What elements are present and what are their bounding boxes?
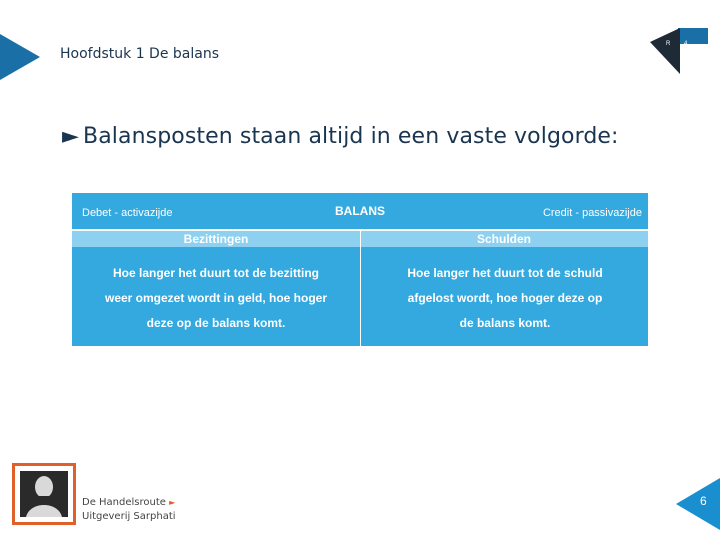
publisher-portrait-logo-icon (12, 463, 76, 525)
heading-text: Balansposten staan altijd in een vaste volgorde: (83, 124, 619, 149)
schulden-header: Schulden (476, 232, 531, 246)
publisher-name: De Handelsroute (82, 497, 166, 508)
publisher-text (82, 496, 176, 524)
logo-letter-4: 4 (684, 41, 688, 47)
schulden-text-line: Hoe langer het duurt tot de schuld (407, 266, 603, 280)
bezittingen-header: Bezittingen (183, 232, 249, 246)
bezittingen-text-line: deze op de balans komt. (146, 316, 286, 330)
publisher-subname: Uitgeverij Sarphati (82, 511, 176, 522)
main-heading (62, 124, 619, 149)
chapter-title: Hoofdstuk 1 De balans (60, 46, 219, 62)
debet-label: Debet - activazijde (82, 207, 173, 219)
corner-arrow-icon (0, 34, 40, 80)
schulden-text-line: afgelost wordt, hoe hoger deze op (407, 291, 603, 305)
logo-letter-r: R (666, 41, 671, 47)
publisher-logo-icon (650, 26, 710, 74)
schulden-text (361, 261, 649, 336)
bezittingen-text-line: Hoe langer het duurt tot de bezitting (113, 266, 319, 280)
credit-label: Credit - passivazijde (542, 207, 642, 219)
page-number: 6 (700, 494, 707, 508)
balans-title-row (72, 193, 648, 229)
bezittingen-text-line: weer omgezet wordt in geld, hoe hoger (104, 291, 328, 305)
page-number-badge-icon (676, 478, 720, 530)
balans-table (72, 193, 648, 346)
heading-marker: ► (62, 124, 80, 149)
schulden-text-line: de balans komt. (459, 316, 551, 330)
balans-title: BALANS (335, 204, 385, 218)
bezittingen-text (72, 261, 360, 336)
publisher-marker: ► (169, 498, 176, 507)
